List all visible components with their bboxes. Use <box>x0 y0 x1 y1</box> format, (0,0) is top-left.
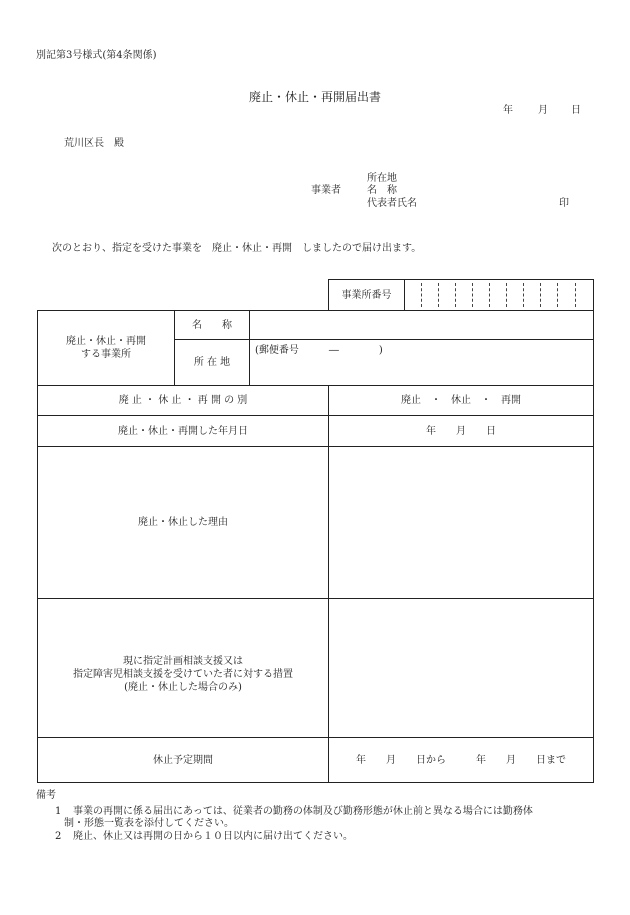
date-label: 廃止・休止・再開した年月日 <box>118 425 248 437</box>
type-label: 廃 止 ・ 休 止 ・ 再 開 の 別 <box>118 395 248 406</box>
addressee: 荒川区長 殿 <box>64 138 124 149</box>
period-value: 年 月 日から 年 月 日まで <box>356 754 566 766</box>
remark-1-line1: 事業の再開に係る届出にあっては、従業者の勤務の体制及び勤務形態が休止前と異なる場合には勤務体 <box>73 806 533 817</box>
remarks-title: 備考 <box>36 790 56 801</box>
period-label: 休止予定期間 <box>153 754 213 766</box>
date-day: 日 <box>571 105 581 116</box>
applicant-address-label: 所在地 <box>367 173 397 184</box>
type-value: 廃止 ・ 休止 ・ 再開 <box>401 395 521 406</box>
remark-1-line2: 制・形態一覧表を添付してください。 <box>64 818 234 829</box>
reason-label: 廃止・休止した理由 <box>138 517 228 528</box>
postal-code-text: (郵便番号 ― ) <box>255 345 383 356</box>
office-number-label: 事業所番号 <box>341 289 392 301</box>
remark-2-text: 廃止、休止又は再開の日から１０日以内に届け出てください。 <box>73 831 353 842</box>
applicant-name-label: 名 称 <box>367 185 397 196</box>
measures-line1: 現に指定計画相談支援又は <box>123 655 243 667</box>
office-label-line1: 廃止・休止・再開 <box>66 336 146 347</box>
remark-2-number: 2 <box>55 831 62 842</box>
seal-mark: 印 <box>559 198 569 209</box>
date-value: 年 月 日 <box>426 425 496 437</box>
office-address-label: 所 在 地 <box>193 357 231 368</box>
applicant-label: 事業者 <box>311 185 341 196</box>
office-name-label: 名 称 <box>192 319 232 331</box>
date-month: 月 <box>538 105 548 116</box>
intro-text: 次のとおり、指定を受けた事業を 廃止・休止・再開 しましたので届け出ます。 <box>52 243 422 254</box>
measures-label <box>38 599 328 737</box>
date-year: 年 <box>503 105 513 116</box>
measures-line2: 指定障害児相談支援を受けていた者に対する措置 <box>73 668 293 680</box>
applicant-rep-label: 代表者氏名 <box>367 198 417 209</box>
measures-line3: (廃止・休止した場合のみ) <box>124 681 242 693</box>
remark-1-number: 1 <box>55 806 62 817</box>
office-label-line2: する事業所 <box>81 349 131 360</box>
page-title: 廃止・休止・再開届出書 <box>248 90 381 104</box>
form-code: 別記第3号様式(第4条関係) <box>36 50 157 61</box>
office-label <box>38 311 174 385</box>
